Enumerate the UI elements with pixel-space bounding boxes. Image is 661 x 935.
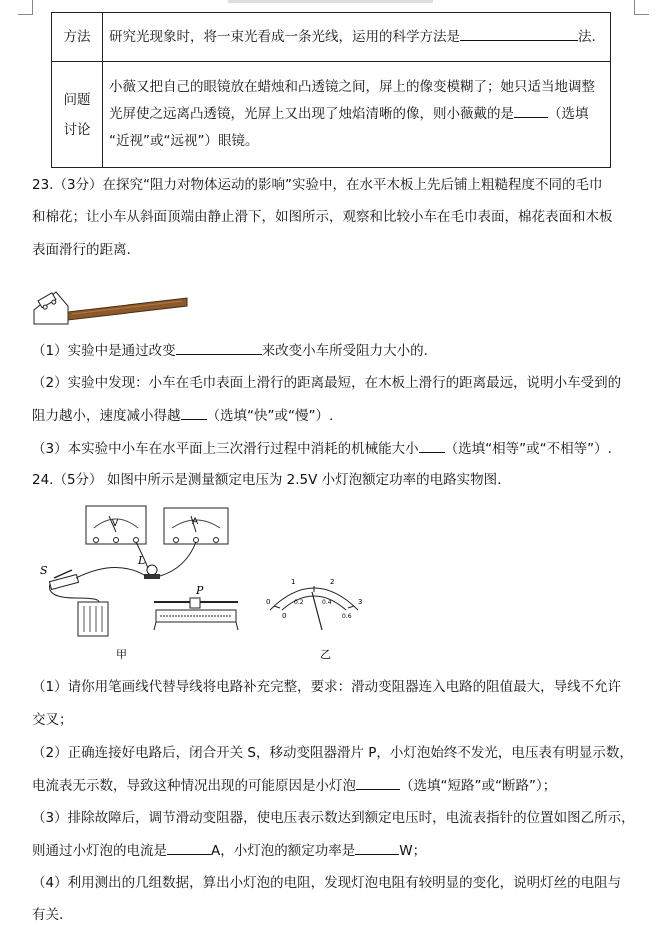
q24-sub3-1: （3）排除故障后，调节滑动变阻器，使电压表示数达到额定电压时，电流表指针的位置如图乙所示， xyxy=(32,810,635,826)
lamp-label: L xyxy=(138,554,146,567)
wire xyxy=(160,542,196,576)
q24-sub3-text-a: 则通过小灯泡的电流是 xyxy=(32,843,167,859)
page-corner-mark-right xyxy=(634,0,649,15)
q24-sub4-1: （4）利用测出的几组数据，算出小灯泡的电阻，发现灯泡电阻有较明显的变化，说明灯丝的电阻与 xyxy=(32,875,622,891)
ammeter-label: A xyxy=(192,517,199,527)
q23-sub3-end: （选填“相等”或“不相等”）. xyxy=(444,441,612,457)
switch-label: S xyxy=(40,564,48,577)
top-edge-bar xyxy=(228,0,433,3)
method-label: 方法 xyxy=(63,29,91,45)
discussion-line-2: 光屏使之远离凸透镜，光屏上又出现了烛焰清晰的像，则小薇戴的是 xyxy=(109,106,514,122)
tick-04: 0.4 xyxy=(322,599,332,606)
tick-1-top: 1 xyxy=(291,578,296,586)
experiment-table xyxy=(51,12,611,168)
q23-sub1 xyxy=(32,340,428,361)
ammeter xyxy=(164,508,228,544)
page-corner-mark-left xyxy=(18,0,33,15)
q23-sub2-text: 阻力越小，速度减小得越 xyxy=(32,408,181,424)
discussion-line-1: 小薇又把自己的眼镜放在蜡烛和凸透镜之间，屏上的像变模糊了；她只适当地调整 xyxy=(109,79,595,95)
q23-sub3-blank[interactable] xyxy=(419,438,445,453)
tick-02: 0.2 xyxy=(294,599,304,606)
tick-2-top: 2 xyxy=(330,578,335,586)
q23-intro-1: 23.（3分）在探究“阻力对物体运动的影响”实验中，在水平木板上先后铺上粗糙程度不同的毛巾 xyxy=(32,177,603,193)
q24-sub1-1: （1）请你用笔画线代替导线将电路补充完整，要求：滑动变阻器连入电路的阻值最大，导线不允许 xyxy=(32,679,622,695)
switch xyxy=(40,564,79,589)
method-label-cell xyxy=(52,13,103,62)
q23-sub3 xyxy=(32,438,612,459)
q23-sub1-end: 来改变小车所受阻力大小的. xyxy=(261,343,428,359)
tick-06: 0.6 xyxy=(342,613,352,620)
figure-label-right: 乙 xyxy=(320,648,331,661)
q23-sub3-text: （3）本实验中小车在水平面上三次滑行过程中消耗的机械能大小 xyxy=(32,441,419,457)
q24-intro: 24.（5分） 如图中所示是测量额定电压为 2.5V 小灯泡额定功率的电路实物图. xyxy=(32,472,502,488)
discussion-label-1: 问题 xyxy=(63,91,91,108)
voltmeter-label: V xyxy=(112,519,119,529)
wire xyxy=(76,567,146,578)
q24-sub3-text-b: A，小灯泡的额定功率是 xyxy=(211,843,356,859)
q23-sub2-2 xyxy=(32,405,333,426)
q24-sub3-2 xyxy=(32,840,426,861)
q23-sub2-1: （2）实验中发现：小车在毛巾表面上滑行的距离最短，在木板上滑行的距离最远，说明小车受到的 xyxy=(32,375,622,391)
q24-power-blank[interactable] xyxy=(355,840,399,855)
tick-0-top: 0 xyxy=(266,598,271,606)
discussion-label-2: 讨论 xyxy=(63,121,91,138)
q24-sub2-end: （选填“短路”或“断路”）； xyxy=(400,778,557,794)
method-text-cell xyxy=(103,13,611,62)
discussion-label-cell xyxy=(52,62,103,168)
q23-sub2-blank[interactable] xyxy=(181,405,207,420)
q23-sub1-blank[interactable] xyxy=(176,340,262,355)
rheostat xyxy=(154,584,238,630)
ammeter-dial xyxy=(266,578,362,630)
q24-sub3-text-c: W； xyxy=(399,843,427,859)
q23-sub2-end: （选填“快”或“慢”）. xyxy=(206,408,334,424)
discussion-line-3: “近视”或“远视”）眼镜。 xyxy=(109,133,259,149)
q24-sub2-blank[interactable] xyxy=(356,775,400,790)
method-text-end: 法. xyxy=(578,28,596,45)
battery xyxy=(78,602,108,636)
q23-sub1-text: （1）实验中是通过改变 xyxy=(32,343,176,359)
wooden-board xyxy=(68,298,187,320)
lamp xyxy=(137,554,160,579)
circuit-figure xyxy=(36,498,376,663)
q24-sub2-2 xyxy=(32,775,556,796)
tick-0-bottom: 0 xyxy=(282,612,287,620)
q24-current-blank[interactable] xyxy=(167,840,211,855)
discussion-text-cell xyxy=(103,62,611,168)
discussion-line-2-end: （选填 xyxy=(548,106,589,122)
q24-sub4-2: 有关. xyxy=(32,907,64,923)
voltmeter xyxy=(86,506,146,544)
tick-3-top: 3 xyxy=(358,598,363,606)
figure-label-left: 甲 xyxy=(116,648,127,661)
q24-sub2-text: 电流表无示数，导致这种情况出现的可能原因是小灯泡 xyxy=(32,778,356,794)
q23-intro-3: 表面滑行的距离. xyxy=(32,242,131,258)
method-text: 研究光现象时，将一束光看成一条光线，运用的科学方法是 xyxy=(109,28,460,45)
slider-label: P xyxy=(196,584,204,597)
method-answer-blank[interactable] xyxy=(460,26,578,41)
incline-cart-figure xyxy=(32,284,192,326)
q24-sub1-2: 交叉； xyxy=(32,712,73,728)
q23-intro-2: 和棉花；让小车从斜面顶端由静止滑下，如图所示，观察和比较小车在毛巾表面，棉花表面和木板 xyxy=(32,209,613,225)
discussion-answer-blank[interactable] xyxy=(514,103,548,118)
dial-pointer xyxy=(312,592,322,630)
q24-sub2-1: （2）正确连接好电路后，闭合开关 S，移动变阻器滑片 P，小灯泡始终不发光，电压表有明显示数， xyxy=(32,745,633,761)
